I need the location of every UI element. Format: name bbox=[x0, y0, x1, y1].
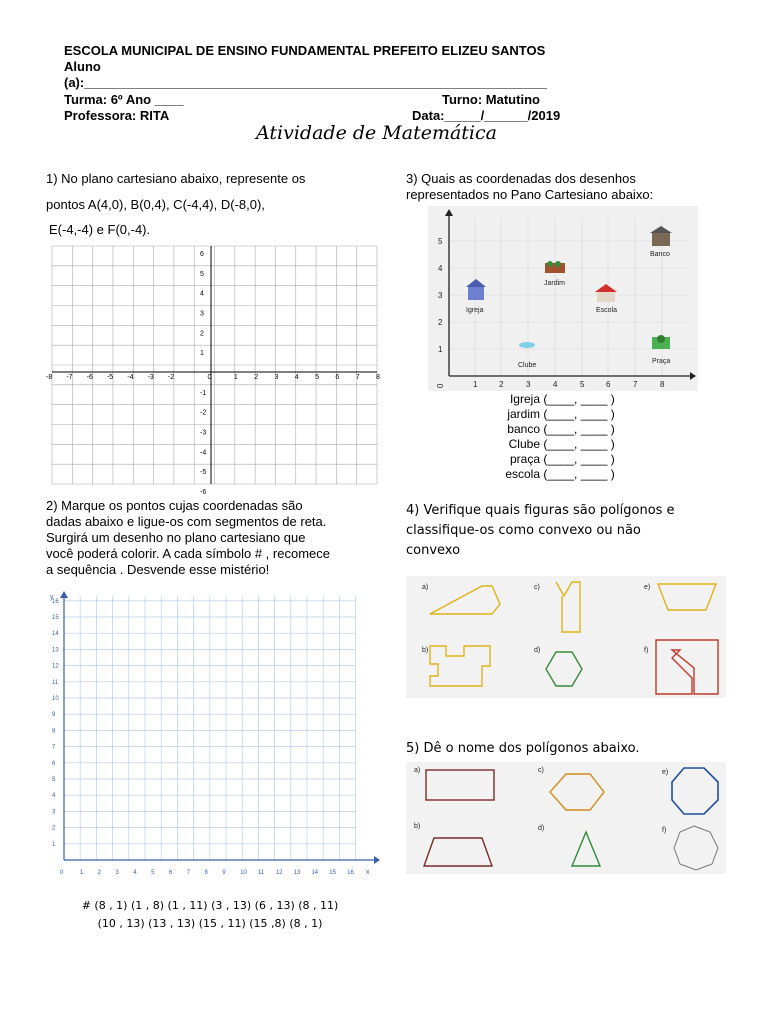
label-igreja: Igreja bbox=[466, 307, 484, 314]
q2-sequence-line1: # (8 , 1) (1 , 8) (1 , 11) (3 , 13) (6 , 13) (8 , 11) bbox=[81, 899, 339, 912]
q5-label-f: f) bbox=[662, 827, 667, 834]
q1-x-tick-label: -5 bbox=[106, 374, 114, 381]
svg-text:2: 2 bbox=[438, 318, 443, 327]
q2-x-tick-label: 6 bbox=[168, 870, 173, 876]
q4-label-a: a) bbox=[422, 584, 429, 591]
q4-text bbox=[406, 501, 675, 561]
q2-y-tick-label: 10 bbox=[52, 696, 59, 702]
q2-grid bbox=[64, 596, 356, 860]
q2-y-tick-label: 2 bbox=[52, 825, 56, 832]
q2-sequence bbox=[30, 897, 390, 933]
q4-label-d: d) bbox=[534, 647, 541, 654]
q1-x-tick-label: 1 bbox=[233, 374, 238, 381]
label-banco: Banco bbox=[650, 251, 670, 258]
q1-x-ticks bbox=[46, 374, 380, 381]
q1-line3: E(-4,-4) e F(0,-4). bbox=[49, 222, 151, 237]
q2-y-tick-label: 14 bbox=[52, 631, 59, 638]
q2-y-tick-label: 5 bbox=[52, 777, 56, 783]
q2-y-tick-label: 11 bbox=[52, 679, 59, 686]
svg-text:4: 4 bbox=[553, 380, 558, 389]
school-name: ESCOLA MUNICIPAL DE ENSINO FUNDAMENTAL PREFEITO ELIZEU SANTOS bbox=[64, 43, 546, 58]
q2-y-tick-label: 1 bbox=[52, 841, 56, 848]
q4-figures-panel bbox=[406, 576, 726, 698]
q1-y-tick-label: 4 bbox=[200, 290, 204, 298]
svg-text:3: 3 bbox=[526, 380, 531, 389]
q3-answers bbox=[496, 392, 615, 482]
svg-text:1: 1 bbox=[473, 380, 478, 389]
q1-y-tick-label: -1 bbox=[200, 389, 207, 397]
page-title: Atividade de Matemática bbox=[256, 122, 497, 144]
label-clube: Clube bbox=[518, 362, 537, 369]
q1-x-tick-label: 2 bbox=[254, 374, 259, 381]
q1-x-tick-label: 7 bbox=[355, 374, 360, 381]
q2-instructions bbox=[46, 498, 330, 578]
q1-y-tick-label: 5 bbox=[200, 270, 204, 278]
q2-x-ticks bbox=[60, 870, 354, 876]
q2-y-tick-label: 7 bbox=[52, 744, 56, 751]
q1-cartesian-plane bbox=[40, 242, 380, 496]
q1-x-tick-label: 0 bbox=[207, 374, 212, 381]
q2-x-tick-label: 12 bbox=[275, 870, 283, 876]
q4-label-f: f) bbox=[644, 647, 649, 654]
q5-figures-panel bbox=[406, 762, 726, 874]
q2-x-tick-label: 1 bbox=[79, 870, 84, 876]
q1-y-tick-label: 1 bbox=[200, 350, 204, 358]
q2-y-tick-label: 9 bbox=[52, 712, 56, 719]
q1-y-tick-label: 6 bbox=[200, 251, 204, 258]
q1-x-tick-label: -8 bbox=[46, 374, 53, 381]
q2-x-tick-label: 13 bbox=[293, 870, 301, 876]
q2-x-tick-label: 15 bbox=[329, 870, 336, 876]
q1-y-tick-label: -6 bbox=[200, 489, 207, 496]
svg-text:8: 8 bbox=[660, 380, 665, 389]
q2-x-tick-label: 10 bbox=[240, 870, 247, 876]
q2-line5: a sequência . Desvende esse mistério! bbox=[46, 562, 270, 577]
q1-y-tick-label: -4 bbox=[200, 449, 207, 457]
q1-x-tick-label: -7 bbox=[66, 374, 73, 381]
q2-y-label: y bbox=[50, 594, 54, 601]
student-name-field: (a):________________________________________________________________ bbox=[64, 75, 547, 90]
date-field: Data:_____/______/2019 bbox=[412, 108, 561, 123]
answer-row: jardim (____, ____ ) bbox=[507, 407, 615, 421]
q1-x-tick-label: 5 bbox=[315, 374, 319, 381]
club-icon bbox=[519, 342, 535, 348]
svg-text:6: 6 bbox=[606, 380, 611, 389]
q2-x-tick-label: 9 bbox=[222, 870, 226, 876]
svg-text:0: 0 bbox=[436, 383, 445, 388]
q4-label-c: c) bbox=[534, 584, 540, 591]
q2-x-label: x bbox=[366, 869, 370, 876]
q2-x-tick-label: 11 bbox=[258, 870, 265, 876]
svg-text:5: 5 bbox=[580, 380, 585, 389]
q1-y-tick-label: 3 bbox=[200, 310, 204, 318]
q4-line2: classifique-os como convexo ou não bbox=[406, 523, 641, 538]
svg-text:1: 1 bbox=[438, 345, 443, 354]
q1-x-tick-label: 4 bbox=[294, 374, 299, 381]
q2-y-tick-label: 8 bbox=[52, 728, 56, 735]
q4-line3: convexo bbox=[406, 543, 461, 558]
q2-y-arrow bbox=[60, 591, 68, 598]
svg-text:5: 5 bbox=[438, 237, 443, 246]
q1-grid bbox=[52, 246, 377, 484]
svg-text:3: 3 bbox=[438, 291, 443, 300]
q2-x-tick-label: 5 bbox=[151, 870, 155, 876]
q1-line2: pontos A(4,0), B(0,4), C(-4,4), D(-8,0), bbox=[46, 197, 265, 212]
label-escola: Escola bbox=[596, 307, 618, 314]
q2-y-tick-label: 12 bbox=[52, 663, 59, 670]
q2-y-tick-label: 4 bbox=[52, 793, 56, 800]
q2-x-tick-label: 2 bbox=[97, 870, 101, 876]
q4-line1: 4) Verifique quais figuras são polígonos e bbox=[406, 503, 675, 518]
q4-label-e: e) bbox=[644, 584, 651, 591]
q2-line1: 2) Marque os pontos cujas coordenadas são bbox=[46, 498, 303, 513]
q2-y-tick-label: 13 bbox=[52, 647, 59, 654]
q3-map-plane bbox=[428, 206, 698, 391]
q3-line1: 3) Quais as coordenadas dos desenhos bbox=[406, 171, 636, 186]
q2-y-tick-label: 16 bbox=[52, 598, 59, 605]
q1-y-ticks bbox=[200, 251, 206, 496]
q5-label-c: c) bbox=[538, 767, 544, 774]
class-field: Turma: 6º Ano ____ bbox=[64, 92, 184, 107]
q2-y-tick-label: 6 bbox=[52, 760, 56, 767]
answer-row: banco (____, ____ ) bbox=[507, 422, 615, 436]
q2-x-tick-label: 4 bbox=[133, 870, 137, 876]
q5-label-a: a) bbox=[414, 767, 421, 774]
svg-text:2: 2 bbox=[499, 380, 504, 389]
q1-x-tick-label: 8 bbox=[376, 374, 380, 381]
q2-x-tick-label: 3 bbox=[115, 870, 119, 876]
q2-y-ticks bbox=[52, 599, 59, 848]
q4-label-b: b) bbox=[422, 647, 429, 654]
q1-line1: 1) No plano cartesiano abaixo, represente os bbox=[46, 171, 306, 186]
q1-x-tick-label: 6 bbox=[335, 374, 340, 381]
q2-line2: dadas abaixo e ligue-os com segmentos de reta. bbox=[46, 514, 327, 529]
q1-y-tick-label: -5 bbox=[200, 469, 207, 477]
q1-x-tick-label: -6 bbox=[86, 374, 93, 381]
label-jardim: Jardim bbox=[544, 280, 566, 287]
q2-x-tick-label: 7 bbox=[186, 870, 191, 876]
q2-line4: você poderá colorir. A cada símbolo # , recomece bbox=[46, 546, 330, 561]
q1-x-tick-label: -4 bbox=[127, 374, 134, 381]
square-icon bbox=[652, 335, 670, 349]
q1-y-tick-label: -3 bbox=[200, 429, 207, 437]
q2-x-arrow bbox=[374, 856, 380, 864]
q2-line3: Surgirá um desenho no plano cartesiano que bbox=[46, 530, 306, 545]
q5-label-e: e) bbox=[662, 769, 669, 776]
q2-x-tick-label: 0 bbox=[60, 870, 64, 876]
q2-cartesian-plane bbox=[44, 588, 380, 880]
shift-field: Turno: Matutino bbox=[442, 92, 540, 107]
q2-sequence-line2: (10 , 13) (13 , 13) (15 , 11) (15 ,8) (8 , 1) bbox=[97, 917, 323, 930]
label-praca: Praça bbox=[652, 358, 671, 365]
svg-text:4: 4 bbox=[438, 264, 443, 273]
q2-y-tick-label: 15 bbox=[52, 615, 59, 621]
q5-line1: 5) Dê o nome dos polígonos abaixo. bbox=[406, 741, 640, 756]
student-label: Aluno bbox=[64, 59, 101, 74]
answer-row: praça (____, ____ ) bbox=[509, 452, 615, 466]
teacher-field: Professora: RITA bbox=[64, 108, 170, 123]
answer-row: escola (____, ____ ) bbox=[505, 467, 615, 481]
q2-x-tick-label: 8 bbox=[204, 870, 208, 876]
q1-y-tick-label: -2 bbox=[200, 409, 207, 417]
answer-row: Clube (____, ____ ) bbox=[508, 437, 615, 451]
q1-y-tick-label: 2 bbox=[200, 330, 204, 338]
q5-label-b: b) bbox=[414, 823, 421, 830]
svg-text:7: 7 bbox=[633, 380, 638, 389]
q2-x-tick-label: 14 bbox=[311, 870, 319, 876]
q2-x-tick-label: 16 bbox=[347, 870, 354, 876]
q1-x-tick-label: 3 bbox=[274, 374, 279, 381]
answer-row: Igreja (____, ____ ) bbox=[509, 392, 615, 406]
q1-x-tick-label: -3 bbox=[147, 374, 154, 381]
q2-y-tick-label: 3 bbox=[52, 809, 56, 816]
q1-x-tick-label: -2 bbox=[167, 374, 175, 381]
q3-line2: representados no Pano Cartesiano abaixo: bbox=[406, 187, 654, 202]
q5-label-d: d) bbox=[538, 825, 545, 832]
